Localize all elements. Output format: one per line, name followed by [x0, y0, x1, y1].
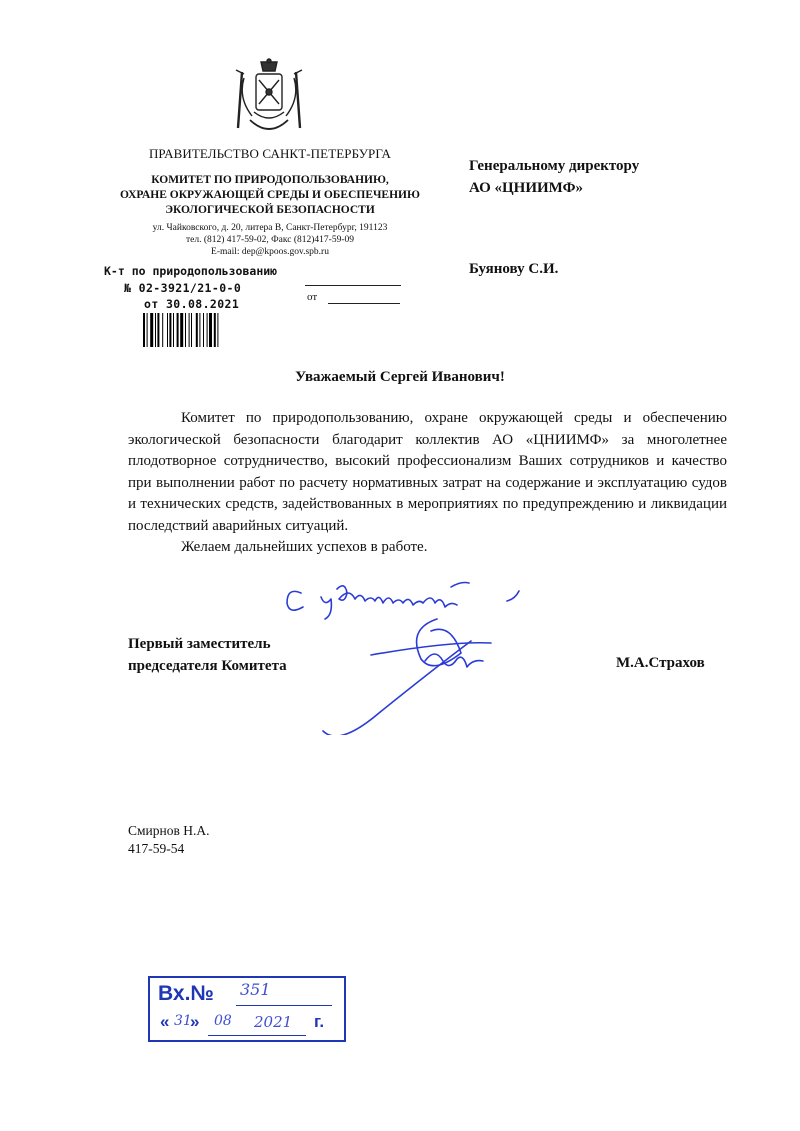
barcode-bar — [191, 313, 192, 347]
barcode-bar — [147, 313, 148, 347]
barcode-bar — [196, 313, 198, 347]
committee-line: ОХРАНЕ ОКРУЖАЮЩЕЙ СРЕДЫ И ОБЕСПЕЧЕНИЮ — [120, 189, 420, 201]
barcode-bar — [167, 313, 168, 347]
handwritten-signature — [275, 575, 555, 735]
barcode-bar — [189, 313, 190, 347]
committee-address — [100, 222, 440, 258]
barcode-bar — [207, 313, 208, 347]
barcode-bar — [162, 313, 163, 347]
barcode-bar — [169, 313, 171, 347]
barcode-bar — [203, 313, 204, 347]
barcode-bar — [217, 313, 218, 347]
incoming-number: 351 — [240, 980, 271, 999]
reference-date-label: от — [307, 291, 318, 303]
incoming-year: 2021 — [254, 1013, 293, 1031]
body-paragraph: Желаем дальнейших успехов в работе. — [181, 539, 428, 555]
recipient-name: Буянову С.И. — [469, 261, 559, 277]
signatory-name: М.А.Страхов — [616, 655, 705, 671]
barcode-bar — [177, 313, 179, 347]
committee-line: ЭКОЛОГИЧЕСКОЙ БЕЗОПАСНОСТИ — [165, 204, 375, 216]
barcode-bar — [199, 313, 200, 347]
email-line: E-mail: dep@kpoos.gov.spb.ru — [211, 247, 329, 257]
registration-date: от 30.08.2021 — [144, 297, 240, 311]
recipient-position: Генеральному директору — [469, 158, 640, 174]
address-line: ул. Чайковского, д. 20, литера В, Санкт-Петербург, 191123 — [152, 223, 388, 233]
barcode-bar — [155, 313, 156, 347]
reference-number-blank — [305, 284, 401, 286]
barcode-bar — [185, 313, 186, 347]
date-quote-open: « — [160, 1012, 170, 1031]
letter-body — [128, 408, 727, 559]
barcode-bar — [214, 313, 216, 347]
registration-number: № 02-3921/21-0-0 — [124, 281, 242, 295]
signatory-title: председателя Комитета — [128, 658, 287, 674]
date-quote-close: » — [190, 1012, 200, 1031]
barcode-bar — [209, 313, 212, 347]
coat-of-arms-icon — [228, 58, 310, 140]
barcode-bar — [180, 313, 183, 347]
committee-name — [100, 173, 440, 218]
recipient-organization: АО «ЦНИИМФ» — [469, 180, 584, 196]
signatory-title: Первый заместитель — [128, 636, 271, 652]
incoming-month: 08 — [214, 1013, 232, 1029]
greeting: Уважаемый Сергей Иванович! — [295, 369, 505, 385]
barcode-bar — [157, 313, 159, 347]
number-underline — [236, 1005, 332, 1006]
executor-name: Смирнов Н.А. — [128, 823, 210, 838]
barcode-bar — [173, 313, 174, 347]
executor-phone: 417-59-54 — [128, 841, 185, 856]
body-paragraph: Комитет по природопользованию, охране окружающей среды и обеспечению экологической безопасности благодарит коллектив АО «ЦНИИМФ» за многолетнее плодотворное сотрудничество, высокий профессионализм Ваших сотрудников и качество при выполнении работ по расчету нормативных затрат на содержание и эксплуатацию судов и технических средств, задействованных в мероприятиях по предупреждению и ликвидации последствий аварийных ситуаций. — [128, 410, 727, 534]
date-underline — [208, 1035, 306, 1036]
barcode-bar — [143, 313, 145, 347]
registration-committee: К-т по природопользованию — [104, 264, 278, 278]
incoming-label: Вх.№ — [158, 982, 214, 1005]
incoming-stamp — [148, 976, 346, 1042]
year-suffix: г. — [314, 1012, 325, 1031]
barcode-icon — [143, 313, 243, 347]
committee-line: КОМИТЕТ ПО ПРИРОДОПОЛЬЗОВАНИЮ, — [151, 174, 389, 186]
incoming-day: 31 — [174, 1013, 192, 1029]
government-title: ПРАВИТЕЛЬСТВО САНКТ-ПЕТЕРБУРГА — [148, 146, 392, 161]
reference-date-blank — [328, 302, 400, 304]
address-line: тел. (812) 417-59-02, Факс (812)417-59-09 — [186, 235, 354, 245]
barcode-bar — [150, 313, 153, 347]
